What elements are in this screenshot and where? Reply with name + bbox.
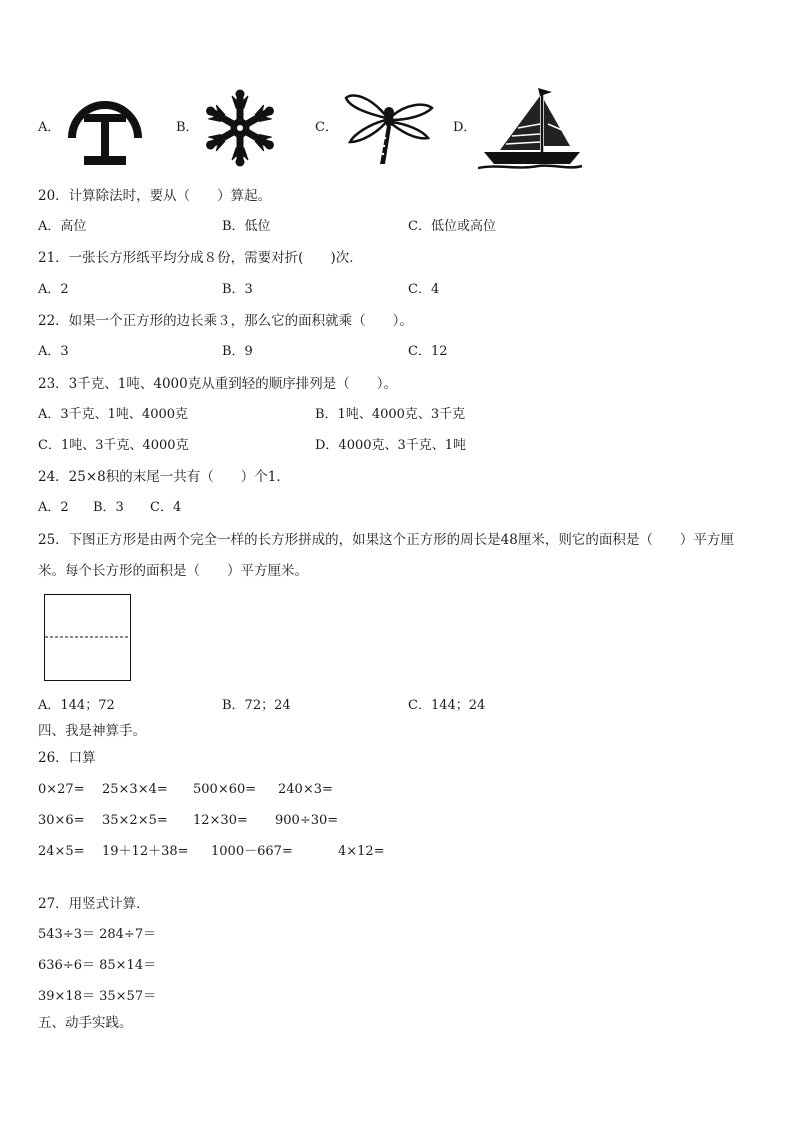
- q24-option-b: B．3: [93, 500, 124, 515]
- q26-item: 900÷30=: [275, 813, 339, 828]
- q22-question: 22．如果一个正方形的边长乘３，那么它的面积就乘（ ）。: [38, 313, 413, 329]
- q26-item: 240×3=: [278, 782, 333, 797]
- q19-option-c-letter: C．: [315, 120, 338, 135]
- snowflake-icon: [200, 88, 280, 168]
- q26-item: 4×12=: [338, 844, 385, 859]
- square-figure: [44, 594, 132, 682]
- q20-option-b: B．低位: [222, 219, 271, 234]
- q26-item: 30×6=: [38, 813, 85, 828]
- q24-question: 24．25×8积的末尾一共有（ ）个1．: [38, 469, 290, 485]
- q26-title: 26．口算: [38, 750, 96, 766]
- q20-option-c: C．低位或高位: [408, 219, 496, 234]
- q23-option-d: D．4000克、3千克、1吨: [315, 438, 467, 453]
- q26-item: 1000－667=: [211, 844, 293, 859]
- q25-option-c: C．144；24: [408, 698, 486, 713]
- q27-title: 27．用竖式计算．: [38, 896, 150, 912]
- q24-option-c: C．4: [150, 500, 182, 515]
- q21-option-a: A．2: [38, 282, 69, 297]
- q20-question: 20．计算除法时，要从（ ）算起。: [38, 188, 272, 204]
- q26-item: 500×60=: [193, 782, 257, 797]
- q19-option-b-letter: B．: [176, 120, 199, 135]
- q27-row: 543÷3＝ 284÷7＝: [38, 927, 157, 942]
- q21-option-b: B．3: [222, 282, 253, 297]
- section-5-heading: 五、动手实践。: [38, 1015, 133, 1031]
- q27-row: 636÷6＝ 85×14＝: [38, 958, 157, 973]
- section-4-heading: 四、我是神算手。: [38, 723, 146, 739]
- dragonfly-icon: [340, 90, 436, 170]
- q20-option-a: A．高位: [38, 219, 87, 234]
- q27-row: 39×18＝ 35×57＝: [38, 989, 157, 1004]
- q23-question: 23．3千克、1吨、4000克从重到轻的顺序排列是（ ）。: [38, 376, 397, 392]
- q23-option-a: A．3千克、1吨、4000克: [38, 407, 189, 422]
- q24-option-a: A．2: [38, 500, 69, 515]
- q25-question-line1: 25．下图正方形是由两个完全一样的长方形拼成的，如果这个正方形的周长是48厘米，则它的面积是（ ）平方厘: [38, 532, 734, 548]
- q25-option-b: B．72；24: [222, 698, 291, 713]
- q26-item: 0×27=: [38, 782, 85, 797]
- q23-option-b: B．1吨、4000克、3千克: [315, 407, 466, 422]
- q19-option-a-letter: A．: [38, 120, 61, 135]
- sailboat-icon: [478, 84, 584, 172]
- q23-option-c: C．1吨、3千克、4000克: [38, 438, 189, 453]
- q26-item: 25×3×4=: [102, 782, 168, 797]
- metro-logo-icon: [64, 88, 146, 168]
- q25-question-line2: 米。每个长方形的面积是（ ）平方厘米。: [38, 563, 308, 579]
- q19-option-d-letter: D．: [453, 120, 477, 135]
- q22-option-c: C．12: [408, 344, 448, 359]
- q21-option-c: C．4: [408, 282, 440, 297]
- q22-option-b: B．9: [222, 344, 253, 359]
- q21-question: 21．一张长方形纸平均分成８份，需要对折( )次．: [38, 250, 363, 266]
- q22-option-a: A．3: [38, 344, 69, 359]
- q26-item: 24×5=: [38, 844, 85, 859]
- q26-item: 12×30=: [193, 813, 248, 828]
- q25-option-a: A．144；72: [38, 698, 115, 713]
- q26-item: 19＋12＋38=: [102, 844, 189, 859]
- q26-item: 35×2×5=: [102, 813, 168, 828]
